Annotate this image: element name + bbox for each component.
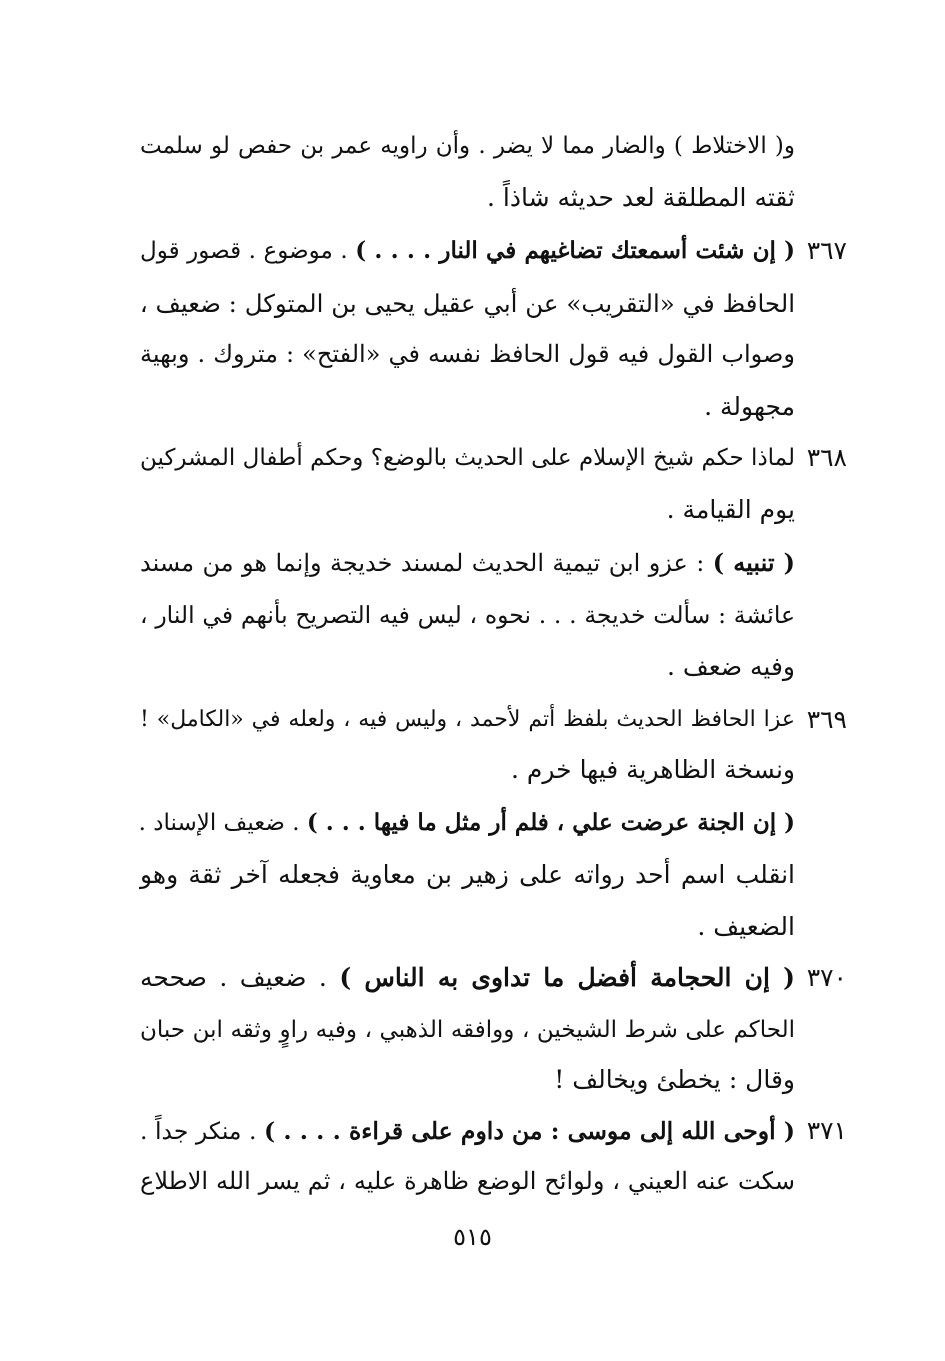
page-number: ٥١٥	[453, 1223, 492, 1251]
text-line: انقلب اسم أحد رواته على زهير بن معاوية فجعله آخر ثقة وهو	[140, 860, 795, 889]
text-line: سكت عنه العيني ، ولوائح الوضع ظاهرة عليه ، ثم يسر الله الاطلاع	[140, 1167, 795, 1195]
entry-number: ٣٧١	[806, 1116, 847, 1145]
text-line: وصواب القول فيه قول الحافظ نفسه في «الفتح» : متروك . وبهية	[140, 340, 795, 368]
text-line: ( إن شئت أسمعتك تضاغيهم في النار . . . . ) . موضوع . قصور قول	[140, 237, 795, 264]
text-line: مجهولة .	[704, 392, 795, 421]
text-line: عزا الحافظ الحديث بلفظ أتم لأحمد ، وليس فيه ، ولعله في «الكامل» !	[140, 707, 795, 732]
text-line: الحافظ في «التقريب» عن أبي عقيل يحيى بن المتوكل : ضعيف ،	[139, 289, 795, 318]
text-line: ( تنبيه ) : عزو ابن تيمية الحديث لمسند خديجة وإنما هو من مسند	[140, 548, 795, 577]
entry-number: ٣٦٧	[806, 236, 847, 265]
text-line: لماذا حكم شيخ الإسلام على الحديث بالوضع؟ وحكم أطفال المشركين	[140, 445, 795, 471]
text-line: عائشة : سألت خديجة . . . نحوه ، ليس فيه التصريح بأنهم في النار ،	[140, 601, 795, 629]
text-line: ( إن الجنة عرضت علي ، فلم أر مثل ما فيها . . . ) . ضعيف الإسناد .	[138, 809, 795, 836]
entry-number: ٣٦٨	[806, 443, 847, 472]
text-line: ( إن الحجامة أفضل ما تداوى به الناس ) . ضعيف . صححه	[140, 963, 795, 992]
entry-number: ٣٧٠	[806, 963, 847, 992]
text-line: و( الاختلاط ) والضار مما لا يضر . وأن راويه عمر بن حفص لو سلمت	[140, 133, 795, 159]
text-line: ثقته المطلقة لعد حديثه شاذاً .	[486, 183, 795, 212]
text-line: الضعيف .	[697, 912, 795, 941]
text-line: الحاكم على شرط الشيخين ، ووافقه الذهبي ، وفيه راوٍ وثقه ابن حبان	[140, 1017, 795, 1043]
text-line: يوم القيامة .	[666, 495, 795, 524]
entry-number: ٣٦٩	[806, 705, 847, 734]
text-line: وقال : يخطئ ويخالف !	[554, 1065, 795, 1094]
text-line: ( أوحى الله إلى موسى : من داوم على قراءة . . . . ) . منكر جداً .	[140, 1117, 795, 1145]
text-line: ونسخة الظاهرية فيها خرم .	[511, 755, 795, 784]
text-line: وفيه ضعف .	[667, 652, 795, 681]
